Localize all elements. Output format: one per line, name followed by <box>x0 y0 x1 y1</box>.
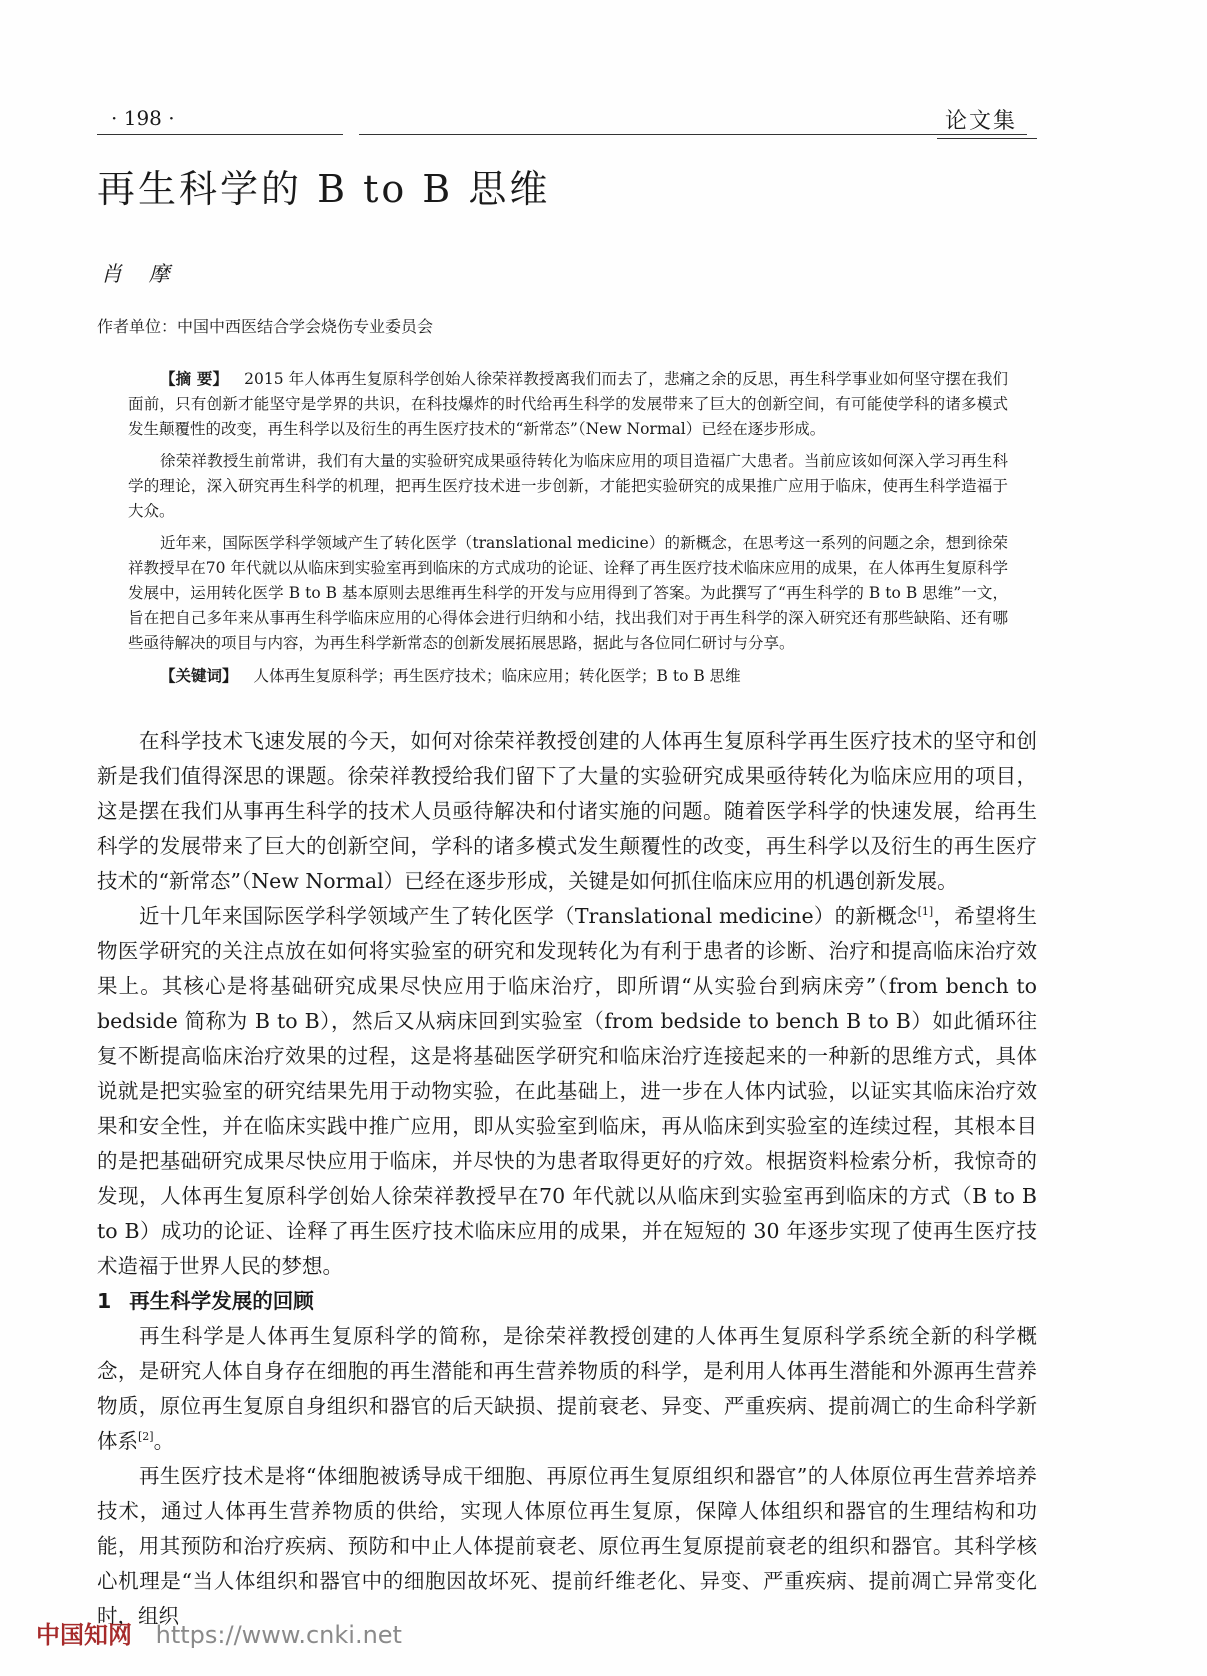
section-title: 再生科学发展的回顾 <box>129 1289 314 1313</box>
keywords <box>128 663 1008 689</box>
abstract-label: 【摘 要】 <box>160 369 229 388</box>
text-run: 再生科学是人体再生复原科学的简称，是徐荣祥教授创建的人体再生复原科学系统全新的科学概念，是研究人体自身存在细胞的再生潜能和再生营养物质的科学，是利用人体再生潜能和外源再生营养物质，原位再生复原自身组织和器官的后天缺损、提前衰老、异变、严重疾病、提前凋亡的生命科学新体系 <box>97 1324 1037 1453</box>
watermark-url: https://www.cnki.net <box>155 1621 402 1649</box>
abstract-paragraph <box>128 366 1008 442</box>
header-rule <box>937 138 1037 139</box>
section-number: 1 <box>97 1289 112 1313</box>
body-paragraph <box>97 1319 1037 1459</box>
header-rule <box>359 134 1027 135</box>
keywords-text: 人体再生复原科学；再生医疗技术；临床应用；转化医学；B to B 思维 <box>253 667 741 685</box>
cnki-logo: 中国知网 <box>36 1621 132 1649</box>
citation-ref: [1] <box>917 905 934 919</box>
text-run: ，希望将生物医学研究的关注点放在如何将实验室的研究和发现转化为有利于患者的诊断、治疗和提高临床治疗效果上。其核心是将基础研究成果尽快应用于临床治疗，即所谓“从实验台到病床旁”（from bench to bedside 简称为 B to B），然后又从病床回到实验室（from bedside to bench B to B）如此循环往复不断提高临床治疗效果的过程，这是将基础医学研究和临床治疗连接起来的一种新的思维方式，具体说就是把实验室的研究结果先用于动物实验，在此基础上，进一步在人体内试验，以证实其临床治疗效果和安全性，并在临床实践中推广应用，即从实验室到临床，再从临床到实验室的连续过程，其根本目的是把基础研究成果尽快应用于临床，并尽快的为患者取得更好的疗效。根据资料检索分析，我惊奇的发现，人体再生复原科学创始人徐荣祥教授早在70 年代就以从临床到实验室再到临床的方式（B to B to B）成功的论证、诠释了再生医疗技术临床应用的成果，并在短短的 30 年逐步实现了使再生医疗技术造福于世界人民的梦想。 <box>97 904 1037 1278</box>
abstract-text: 2015 年人体再生复原科学创始人徐荣祥教授离我们而去了，悲痛之余的反思，再生科学事业如何坚守摆在我们面前，只有创新才能坚守是学界的共识，在科技爆炸的时代给再生科学的发展带来了巨大的创新空间，有可能使学科的诸多模式发生颠覆性的改变，再生科学以及衍生的再生医疗技术的“新常态”（New Normal）已经在逐步形成。 <box>128 370 1008 438</box>
section-name: 论文集 <box>944 109 1017 134</box>
abstract-paragraph: 徐荣祥教授生前常讲，我们有大量的实验研究成果亟待转化为临床应用的项目造福广大患者。当前应该如何深入学习再生科学的理论，深入研究再生科学的机理，把再生医疗技术进一步创新，才能把实验研究的成果推广应用于临床，使再生科学造福于大众。 <box>128 452 1008 520</box>
section-heading <box>97 1284 1037 1319</box>
page-number: · 198 · <box>111 106 175 130</box>
abstract-paragraph: 近年来，国际医学科学领域产生了转化医学（translational medicine）的新概念，在思考这一系列的问题之余，想到徐荣祥教授早在70 年代就以从临床到实验室再到临床的方式成功的论证、诠释了再生医疗技术临床应用的成果，在人体再生复原科学发展中，运用转化医学 B to B 基本原则去思维再生科学的开发与应用得到了答案。为此撰写了“再生科学的 B to B 思维”一文，旨在把自己多年来从事再生科学临床应用的心得体会进行归纳和小结，找出我们对于再生科学的深入研究还有那些缺陷、还有哪些亟待解决的项目与内容，为再生科学新常态的创新发展拓展思路，据此与各位同仁研讨与分享。 <box>128 534 1008 652</box>
citation-ref: [2] <box>138 1430 154 1444</box>
body-paragraph: 再生医疗技术是将“体细胞被诱导成干细胞、再原位再生复原组织和器官”的人体原位再生营养培养技术，通过人体再生营养物质的供给，实现人体原位再生复原，保障人体组织和器官的生理结构和功能，用其预防和治疗疾病、预防和中止人体提前衰老、原位再生复原提前衰老的组织和器官。其科学核心机理是“当人体组织和器官中的细胞因故坏死、提前纤维老化、异变、严重疾病、提前凋亡异常变化时，组织 <box>97 1464 1037 1628</box>
body-paragraph: 在科学技术飞速发展的今天，如何对徐荣祥教授创建的人体再生复原科学再生医疗技术的坚守和创新是我们值得深思的课题。徐荣祥教授给我们留下了大量的实验研究成果亟待转化为临床应用的项目，这是摆在我们从事再生科学的技术人员亟待解决和付诸实施的问题。随着医学科学的快速发展，给再生科学的发展带来了巨大的创新空间，学科的诸多模式发生颠覆性的改变，再生科学以及衍生的再生医疗技术的“新常态”（New Normal）已经在逐步形成，关键是如何抓住临床应用的机遇创新发展。 <box>97 729 1037 893</box>
header-rule <box>97 134 343 135</box>
author: 肖 摩 <box>101 262 180 286</box>
watermark <box>36 1615 402 1650</box>
keywords-label: 【关键词】 <box>160 666 238 685</box>
text-run: 近十几年来国际医学科学领域产生了转化医学（Translational medicine）的新概念 <box>139 904 918 928</box>
abstract <box>128 366 1008 696</box>
paper-title: 再生科学的 B to B 思维 <box>97 167 551 211</box>
affiliation: 作者单位：中国中西医结合学会烧伤专业委员会 <box>97 317 434 336</box>
body-paragraph <box>97 899 1037 1284</box>
text-run: 。 <box>153 1429 175 1453</box>
running-header <box>97 100 1037 142</box>
body-text <box>97 724 1037 1634</box>
